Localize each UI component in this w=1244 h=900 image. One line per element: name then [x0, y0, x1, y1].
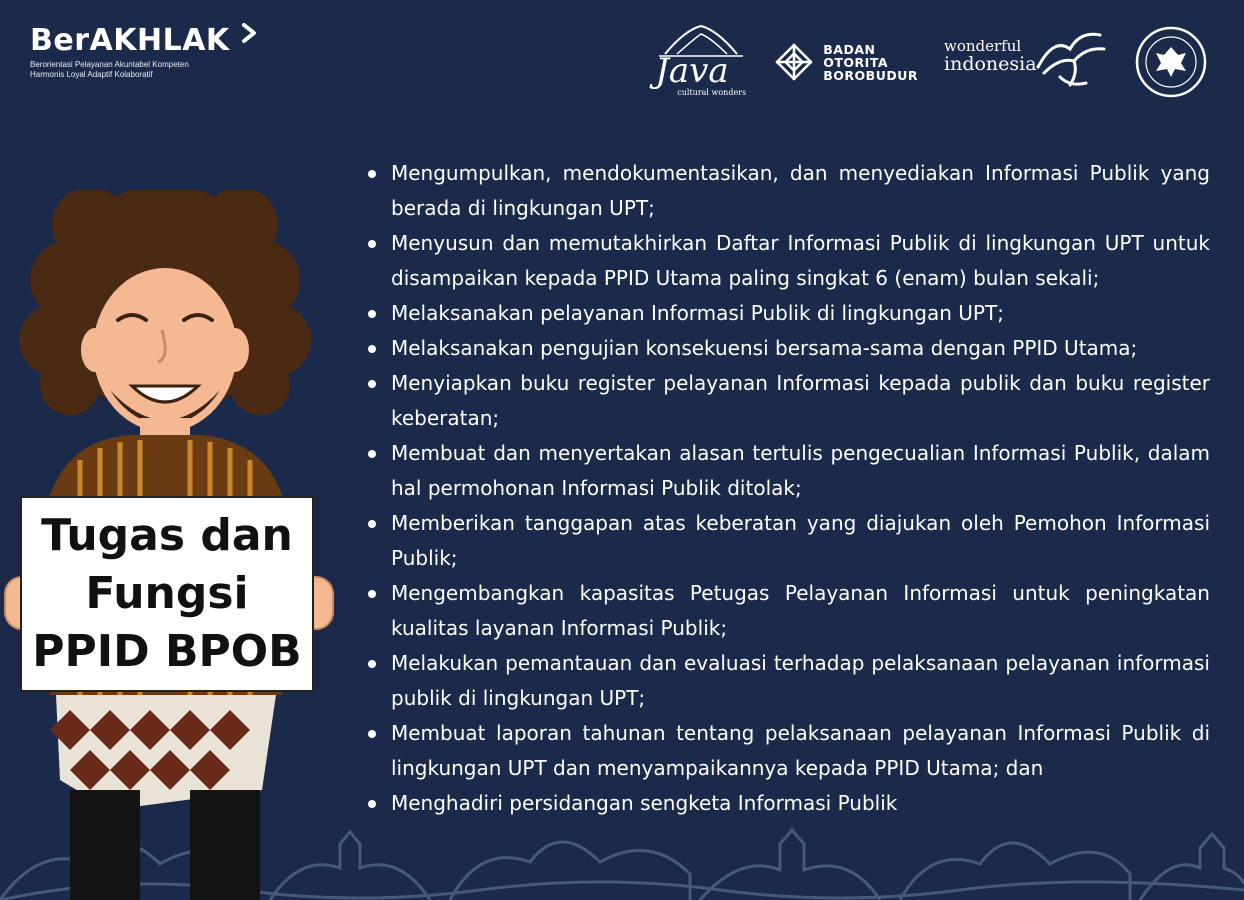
bob-line-1: BADAN: [823, 41, 876, 57]
tagline-line-2: Harmonis Loyal Adaptif Kolaboratif: [30, 70, 153, 79]
duty-item: [366, 366, 1210, 436]
bullet-dot: [368, 380, 376, 388]
duty-text: Membuat dan menyertakan alasan tertulis pengecualian Informasi Publik, dalam hal permohonan Informasi Publik ditolak;: [391, 441, 1210, 500]
berakhlak-brand: BerAKHLAK: [30, 23, 230, 58]
duty-item: [366, 156, 1210, 226]
duty-item: [366, 226, 1210, 296]
duty-text: Melaksanakan pelayanan Informasi Publik di lingkungan UPT;: [391, 301, 1004, 325]
duty-text: Memberikan tanggapan atas keberatan yang diajukan oleh Pemohon Informasi Publik;: [391, 511, 1210, 570]
berakhlak-logo: [30, 23, 260, 80]
duty-item: [366, 786, 1210, 821]
duty-item: [366, 716, 1210, 786]
duty-item: [366, 576, 1210, 646]
bob-emblem-icon: [773, 41, 815, 83]
bullet-dot: [368, 660, 376, 668]
bob-line-2: OTORITA: [823, 54, 889, 70]
partner-logos: [655, 22, 1208, 102]
duty-text: Mengumpulkan, mendokumentasikan, dan menyediakan Informasi Publik yang berada di lingkungan UPT;: [391, 161, 1210, 220]
wi-line-1: wonderful: [944, 37, 1022, 55]
bob-text: [823, 43, 918, 82]
bullet-dot: [368, 590, 376, 598]
duties-panel: [366, 156, 1210, 821]
bullet-dot: [368, 170, 376, 178]
bullet-dot: [368, 800, 376, 808]
java-word: Java: [655, 51, 729, 91]
duty-text: Melaksanakan pengujian konsekuensi bersama-sama dengan PPID Utama;: [391, 336, 1138, 360]
bob-line-3: BOROBUDUR: [823, 67, 918, 83]
duty-text: Menyiapkan buku register pelayanan Informasi kepada publik dan buku register keberatan;: [391, 371, 1210, 430]
duty-item: [366, 646, 1210, 716]
garuda-bird-icon: [1030, 27, 1108, 93]
berakhlak-tagline: [30, 60, 260, 80]
bullet-dot: [368, 520, 376, 528]
duty-item: [366, 436, 1210, 506]
bullet-dot: [368, 450, 376, 458]
java-sub: cultural wonders: [677, 88, 747, 97]
chevron-right-icon: [238, 22, 260, 44]
wonderful-indonesia-logo: [944, 27, 1108, 97]
duty-text: Membuat laporan tahunan tentang pelaksanaan pelayanan Informasi Publik di lingkungan UPT dan menyampaikannya kepada PPID Utama; dan: [391, 721, 1210, 780]
sign-title: Tugas dan Fungsi PPID BPOB: [32, 510, 302, 677]
duty-item: [366, 506, 1210, 576]
badan-otorita-borobudur-logo: [773, 41, 918, 83]
bullet-dot: [368, 240, 376, 248]
duties-list: [366, 156, 1210, 821]
bullet-dot: [368, 730, 376, 738]
duty-item: [366, 296, 1210, 331]
duty-text: Menghadiri persidangan sengketa Informasi Publik: [391, 791, 898, 815]
bullet-dot: [368, 310, 376, 318]
duty-item: [366, 331, 1210, 366]
title-sign: [20, 496, 314, 692]
duty-text: Melakukan pemantauan dan evaluasi terhadap pelaksanaan pelayanan informasi publik di lingkungan UPT;: [391, 651, 1210, 710]
tagline-line-1: Berorientasi Pelayanan Akuntabel Kompeten: [30, 60, 189, 69]
java-cultural-wonders-logo: [655, 24, 747, 100]
wi-line-2: indonesia: [944, 53, 1037, 75]
ministry-emblem-icon: [1134, 25, 1208, 99]
bullet-dot: [368, 345, 376, 353]
duty-text: Menyusun dan memutakhirkan Daftar Informasi Publik di lingkungan UPT untuk disampaikan kepada PPID Utama paling singkat 6 (enam) bulan sekali;: [391, 231, 1210, 290]
duty-text: Mengembangkan kapasitas Petugas Pelayanan Informasi untuk peningkatan kualitas layanan Informasi Publik;: [391, 581, 1210, 640]
